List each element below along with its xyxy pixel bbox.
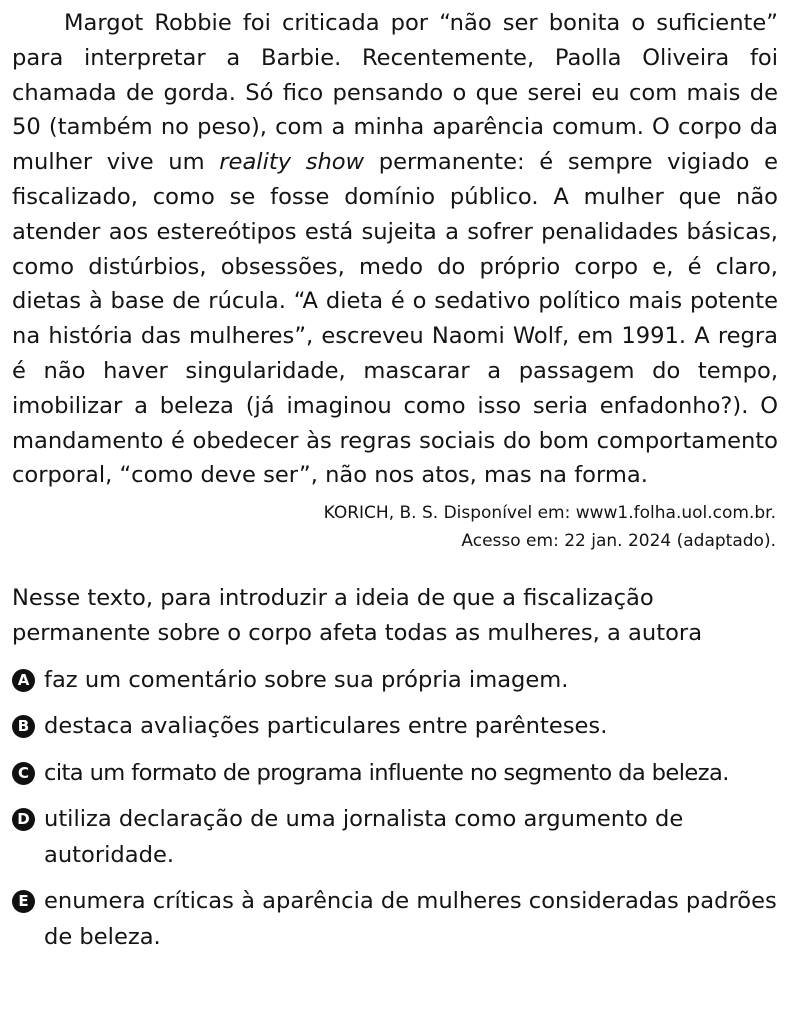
passage-text [12,6,778,493]
passage-italic-term: reality show [219,149,365,176]
passage-part-1: Margot Robbie foi criticada por “não ser bonita o suficiente” para interpretar a Barbie. Recentemente, Paolla Oliveira foi chamada de gorda. Só fico pensando o que serei eu com mais de 50 (também no peso), com a minha aparência comum. O corpo da mulher vive um [12,10,778,176]
option-a-letter-badge: A [12,669,35,692]
option-d[interactable] [12,802,778,873]
option-c-text: cita um formato de programa influente no segmento da beleza. [44,759,729,786]
option-b-text: destaca avaliações particulares entre parênteses. [44,713,608,740]
answer-options [12,663,778,956]
option-e[interactable] [12,884,778,955]
passage-part-2: permanente: é sempre vigiado e fiscalizado, como se fosse domínio público. A mulher que não atender aos estereótipos está sujeita a sofrer penalidades básicas, como distúrbios, obsessões, medo do próprio corpo e, é claro, dietas à base de rúcula. “A dieta é o sedativo político mais potente na história das mulheres”, escreveu Naomi Wolf, em 1991. A regra é não haver singularidade, mascarar a passagem do tempo, imobilizar a beleza (já imaginou como isso seria enfadonho?). O mandamento é obedecer às regras sociais do bom comportamento corporal, “como deve ser”, não nos atos, mas na forma. [12,149,778,489]
option-d-text: utiliza declaração de uma jornalista como argumento de autoridade. [44,806,684,868]
option-e-letter-badge: E [12,890,35,913]
option-e-text: enumera críticas à aparência de mulheres consideradas padrões de beleza. [44,888,777,950]
option-a-text: faz um comentário sobre sua própria imagem. [44,666,569,693]
option-b[interactable] [12,709,778,745]
option-a[interactable] [12,663,778,699]
option-c-letter-badge: C [12,762,35,785]
option-d-letter-badge: D [12,808,35,831]
option-b-letter-badge: B [12,715,35,738]
source-line-2: Acesso em: 22 jan. 2024 (adaptado). [461,531,776,552]
source-citation [12,499,778,555]
option-c[interactable] [12,756,778,792]
source-line-1: KORICH, B. S. Disponível em: www1.folha.uol.com.br. [323,503,776,524]
question-stem: Nesse texto, para introduzir a ideia de que a fiscalização permanente sobre o corpo afeta todas as mulheres, a autora [12,585,703,646]
